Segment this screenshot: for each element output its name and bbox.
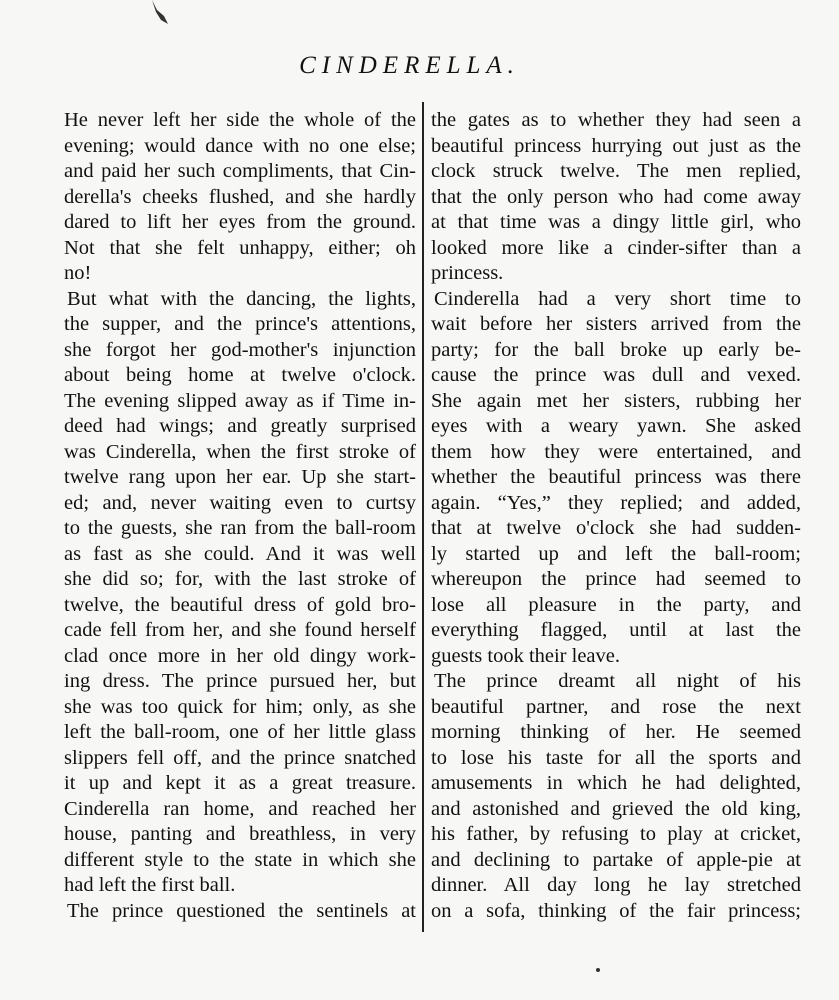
text-line: twelve rang upon her ear. Up she start- (64, 466, 416, 488)
text-line: amusements in which he had delighted, (431, 772, 801, 794)
text-line: on a sofa, thinking of the fair princess; (431, 899, 801, 922)
text-line: as fast as she could. And it was well (64, 542, 416, 565)
text-line: The prince dreamt all night of his (434, 670, 801, 692)
text-line: cade fell from her, and she found herself (64, 619, 416, 641)
text-line: whereupon the prince had seemed to (431, 568, 801, 590)
text-line: that at twelve o'clock she had sudden- (431, 517, 801, 539)
text-line: had left the first ball. (64, 874, 236, 896)
ink-blot-mark (148, 0, 170, 26)
text-line: about being home at twelve o'clock. (64, 364, 416, 386)
text-line: lose all pleasure in the party, and (431, 593, 801, 616)
text-line: The prince questioned the sentinels at (67, 899, 416, 922)
text-line: Cinderella had a very short time to (434, 287, 801, 310)
text-line: that the only person who had come away (431, 185, 801, 208)
text-line: deed had wings; and greatly surprised (64, 415, 416, 437)
text-line: beautiful princess hurrying out just as the (431, 134, 801, 157)
text-line: the gates as to whether they had seen a (431, 109, 801, 131)
text-line: eyes with a weary yawn. She asked (431, 415, 801, 437)
text-line: to lose his taste for all the sports and (431, 746, 801, 769)
text-line: princess. (431, 262, 504, 284)
text-line: no! (64, 262, 92, 284)
text-line: Cinderella ran home, and reached her (64, 797, 416, 820)
text-line: whether the beautiful princess was there (431, 466, 801, 488)
text-line: party; for the ball broke up early be- (431, 338, 801, 361)
text-line: beautiful partner, and rose the next (431, 695, 801, 718)
text-line: it up and kept it as a great treasure. (64, 772, 416, 794)
text-line: ed; and, never waiting even to curtsy (64, 491, 416, 514)
page-title (0, 52, 839, 80)
text-line: and astonished and grieved the old king, (431, 797, 801, 820)
text-line: different style to the state in which she (64, 848, 416, 871)
text-line: morning thinking of her. He seemed (431, 721, 801, 743)
text-line: to the guests, she ran from the ball-room (64, 517, 416, 539)
text-line: she forgot her god-mother's injunction (64, 338, 416, 361)
text-line: evening; would dance with no one else; (64, 134, 416, 157)
text-line: The evening slipped away as if Time in- (64, 389, 416, 412)
text-line: ing dress. The prince pursued her, but (64, 670, 416, 692)
text-line: clock struck twelve. The men replied, (431, 160, 801, 182)
text-line: them how they were entertained, and (431, 440, 801, 463)
text-line: house, panting and breathless, in very (64, 823, 416, 845)
text-line: everything flagged, until at last the (431, 619, 801, 641)
left-column (64, 108, 416, 924)
text-line: dinner. All day long he lay stretched (431, 874, 801, 896)
text-line: derella's cheeks flushed, and she hardly (64, 185, 416, 208)
speck-mark (596, 968, 600, 972)
right-column (431, 108, 801, 924)
text-line: slippers fell off, and the prince snatched (64, 746, 416, 769)
text-line: at that time was a dingy little girl, who (431, 211, 801, 233)
text-line: and declining to partake of apple-pie at (431, 848, 801, 871)
text-line: ly started up and left the ball-room; (431, 542, 801, 565)
text-line: clad once more in her old dingy work- (64, 644, 416, 667)
text-line: dared to lift her eyes from the ground. (64, 211, 416, 233)
column-divider (422, 102, 424, 932)
text-line: wait before her sisters arrived from the (431, 313, 801, 335)
text-line: But what with the dancing, the lights, (67, 287, 416, 310)
text-line: she did so; for, with the last stroke of (64, 568, 416, 590)
text-line: cause the prince was dull and vexed. (431, 364, 801, 386)
text-line: was Cinderella, when the first stroke of (64, 440, 416, 463)
text-line: left the ball-room, one of her little glass (64, 721, 416, 743)
text-line: Not that she felt unhappy, either; oh (64, 236, 416, 259)
text-line: and paid her such compliments, that Cin- (64, 160, 416, 182)
text-line: again. “Yes,” they replied; and added, (431, 491, 801, 514)
text-line: she was too quick for him; only, as she (64, 695, 416, 718)
text-line: looked more like a cinder-sifter than a (431, 236, 801, 259)
page-title-text: CINDERELLA. (299, 52, 520, 79)
text-line: the supper, and the prince's attentions, (64, 313, 416, 335)
text-line: He never left her side the whole of the (64, 109, 416, 131)
text-line: his father, by refusing to play at cricket, (431, 823, 801, 845)
text-line: guests took their leave. (431, 644, 621, 667)
text-line: She again met her sisters, rubbing her (431, 389, 801, 412)
text-line: twelve, the beautiful dress of gold bro- (64, 593, 416, 616)
